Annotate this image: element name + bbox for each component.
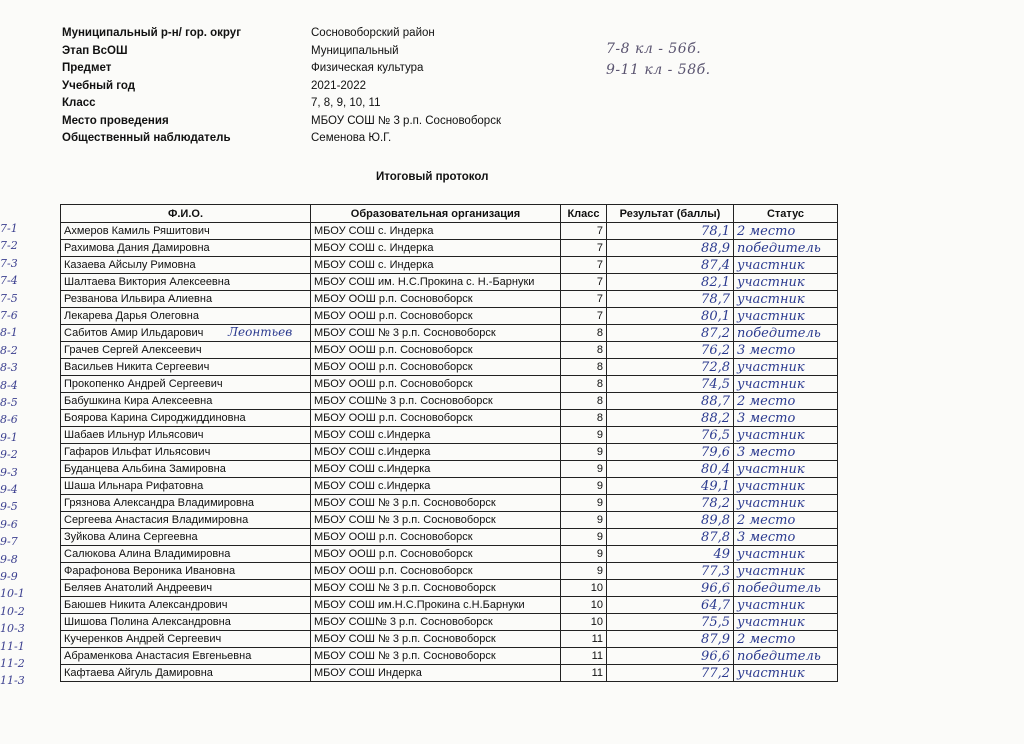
row-code-handwritten: 7-4	[0, 274, 18, 288]
table-row	[61, 495, 838, 512]
header-value: Семенова Ю.Г.	[311, 132, 392, 144]
grade-cell: 10	[561, 597, 607, 614]
grade-cell: 11	[561, 665, 607, 682]
grade-cell: 8	[561, 410, 607, 427]
status-cell: участник	[734, 257, 838, 274]
grade-cell: 10	[561, 614, 607, 631]
participant-name-cell: Буданцева Альбина Замировна	[61, 461, 311, 478]
grade-cell: 9	[561, 546, 607, 563]
row-code-handwritten: 9-8	[0, 552, 18, 566]
table-row	[61, 631, 838, 648]
table-row	[61, 223, 838, 240]
score-cell: 78,7	[607, 291, 734, 308]
status-cell: участник	[734, 495, 838, 512]
page-title: Итоговый протокол	[376, 171, 489, 183]
organization-cell: МБОУ СОШ № 3 р.п. Сосновоборск	[311, 325, 561, 342]
organization-cell: МБОУ ООШ р.п. Сосновоборск	[311, 529, 561, 546]
participant-name-cell: Шабаев Ильнур Ильясович	[61, 427, 311, 444]
participant-name-cell: Казаева Айсылу Римовна	[61, 257, 311, 274]
row-code-handwritten: 9-6	[0, 517, 18, 531]
status-cell: участник	[734, 614, 838, 631]
table-row	[61, 427, 838, 444]
participant-name-cell: Прокопенко Андрей Сергеевич	[61, 376, 311, 393]
score-cell: 49	[607, 546, 734, 563]
row-code-handwritten: 7-6	[0, 309, 18, 322]
organization-cell: МБОУ СОШ с. Индерка	[311, 257, 561, 274]
organization-cell: МБОУ ООШ р.п. Сосновоборск	[311, 376, 561, 393]
row-code-handwritten: 9-4	[0, 483, 18, 496]
participant-name-cell: Сергеева Анастасия Владимировна	[61, 512, 311, 529]
participant-name-cell: Салюкова Алина Владимировна	[61, 546, 311, 563]
header-label: Муниципальный р-н/ гор. округ	[62, 27, 241, 39]
score-cell: 78,1	[607, 223, 734, 240]
row-code-handwritten: 7-3	[0, 256, 18, 270]
organization-cell: МБОУ СОШ № 3 р.п. Сосновоборск	[311, 648, 561, 665]
score-cell: 49,1	[607, 478, 734, 495]
table-row	[61, 648, 838, 665]
organization-cell: МБОУ СОШ с.Индерка	[311, 427, 561, 444]
organization-cell: МБОУ ООШ р.п. Сосновоборск	[311, 308, 561, 325]
participant-name-cell: Лекарева Дарья Олеговна	[61, 308, 311, 325]
score-cell: 72,8	[607, 359, 734, 376]
table-row	[61, 342, 838, 359]
grade-cell: 9	[561, 461, 607, 478]
row-code-handwritten: 7-1	[0, 222, 18, 235]
score-cell: 88,7	[607, 393, 734, 410]
organization-cell: МБОУ СОШ№ 3 р.п. Сосновоборск	[311, 614, 561, 631]
score-cell: 79,6	[607, 444, 734, 461]
status-cell: победитель	[734, 580, 838, 597]
grade-cell: 9	[561, 427, 607, 444]
grade-cell: 9	[561, 444, 607, 461]
status-cell: 2 место	[734, 393, 838, 410]
header-value: Физическая культура	[311, 62, 424, 74]
organization-cell: МБОУ ООШ р.п. Сосновоборск	[311, 342, 561, 359]
header-label: Предмет	[62, 62, 112, 74]
column-header-grade: Класс	[561, 205, 607, 223]
table-row	[61, 274, 838, 291]
column-header-score: Результат (баллы)	[607, 205, 734, 223]
row-code-handwritten: 8-6	[0, 413, 18, 427]
status-cell: 3 место	[734, 444, 838, 461]
organization-cell: МБОУ СОШ с.Индерка	[311, 461, 561, 478]
table-row	[61, 597, 838, 614]
grade-cell: 8	[561, 325, 607, 342]
status-cell: участник	[734, 376, 838, 393]
participant-name-cell: Зуйкова Алина Сергеевна	[61, 529, 311, 546]
organization-cell: МБОУ ООШ р.п. Сосновоборск	[311, 563, 561, 580]
table-row	[61, 393, 838, 410]
row-code-handwritten: 10-3	[0, 622, 25, 636]
header-value: МБОУ СОШ № 3 р.п. Сосновоборск	[311, 114, 501, 127]
score-cell: 77,2	[607, 665, 734, 682]
status-cell: участник	[734, 563, 838, 580]
row-code-handwritten: 11-2	[0, 657, 25, 670]
grade-cell: 11	[561, 648, 607, 665]
organization-cell: МБОУ СОШ с. Индерка	[311, 223, 561, 240]
status-cell: 3 место	[734, 342, 838, 359]
row-code-handwritten: 10-1	[0, 587, 25, 601]
table-row	[61, 308, 838, 325]
table-row	[61, 546, 838, 563]
organization-cell: МБОУ ООШ р.п. Сосновоборск	[311, 291, 561, 308]
status-cell: участник	[734, 308, 838, 325]
score-cell: 96,6	[607, 648, 734, 665]
header-value: Сосновоборский район	[311, 27, 435, 39]
header-label: Место проведения	[62, 114, 169, 127]
row-code-handwritten: 9-9	[0, 570, 18, 583]
organization-cell: МБОУ СОШ с.Индерка	[311, 444, 561, 461]
participant-name-cell: Беляев Анатолий Андреевич	[61, 580, 311, 597]
status-cell: участник	[734, 461, 838, 478]
table-header-row	[61, 205, 838, 223]
header-label: Класс	[62, 97, 96, 109]
score-cell: 82,1	[607, 274, 734, 291]
participant-name-cell: Боярова Карина Сироджиддиновна	[61, 410, 311, 427]
grade-cell: 9	[561, 512, 607, 529]
status-cell: победитель	[734, 648, 838, 665]
table-row	[61, 614, 838, 631]
organization-cell: МБОУ ООШ р.п. Сосновоборск	[311, 359, 561, 376]
status-cell: 2 место	[734, 631, 838, 648]
table-row	[61, 325, 838, 342]
status-cell: участник	[734, 665, 838, 682]
table-row	[61, 257, 838, 274]
status-cell: 3 место	[734, 410, 838, 427]
grade-cell: 9	[561, 529, 607, 546]
row-code-handwritten: 8-5	[0, 396, 18, 409]
participant-name-cell: Грязнова Александра Владимировна	[61, 495, 311, 512]
table-row	[61, 580, 838, 597]
score-cell: 80,4	[607, 461, 734, 478]
grade-cell: 9	[561, 478, 607, 495]
row-code-handwritten: 9-5	[0, 500, 18, 514]
table-row	[61, 478, 838, 495]
status-cell: 3 место	[734, 529, 838, 546]
header-label: Учебный год	[62, 79, 136, 92]
row-code-handwritten: 11-3	[0, 674, 25, 688]
header-value: 2021-2022	[311, 79, 366, 92]
participant-name-cell: Кафтаева Айгуль Дамировна	[61, 665, 311, 682]
table-row	[61, 444, 838, 461]
score-cell: 87,2	[607, 325, 734, 342]
participant-name-cell: Шаша Ильнара Рифатовна	[61, 478, 311, 495]
status-cell: участник	[734, 597, 838, 614]
grade-cell: 8	[561, 376, 607, 393]
grade-cell: 7	[561, 291, 607, 308]
row-code-handwritten: 8-3	[0, 361, 18, 375]
status-cell: участник	[734, 427, 838, 444]
organization-cell: МБОУ ООШ р.п. Сосновоборск	[311, 546, 561, 563]
grade-cell: 11	[561, 631, 607, 648]
score-cell: 74,5	[607, 376, 734, 393]
participant-name-cell: Баюшев Никита Александрович	[61, 597, 311, 614]
table-row	[61, 240, 838, 257]
score-cell: 64,7	[607, 597, 734, 614]
score-cell: 77,3	[607, 563, 734, 580]
organization-cell: МБОУ СОШ им.Н.С.Прокина с.Н.Барнуки	[311, 597, 561, 614]
grade-cell: 8	[561, 393, 607, 410]
organization-cell: МБОУ СОШ № 3 р.п. Сосновоборск	[311, 512, 561, 529]
status-cell: участник	[734, 546, 838, 563]
header-label: Этап ВсОШ	[62, 44, 128, 57]
table-row	[61, 291, 838, 308]
row-code-handwritten: 9-2	[0, 448, 18, 462]
participant-name-cell: Резванова Ильвира Алиевна	[61, 291, 311, 308]
participant-name-cell: Шишова Полина Александровна	[61, 614, 311, 631]
table-row	[61, 359, 838, 376]
score-cell: 88,9	[607, 240, 734, 257]
row-code-handwritten: 8-1	[0, 326, 18, 340]
status-cell: 2 место	[734, 223, 838, 240]
organization-cell: МБОУ СОШ № 3 р.п. Сосновоборск	[311, 580, 561, 597]
grade-cell: 7	[561, 240, 607, 257]
handwritten-signature: Леонтьев	[228, 325, 293, 339]
participant-name-cell: Кучеренков Андрей Сергеевич	[61, 631, 311, 648]
table-row	[61, 512, 838, 529]
organization-cell: МБОУ СОШ № 3 р.п. Сосновоборск	[311, 495, 561, 512]
results-table	[60, 204, 838, 682]
header-value: 7, 8, 9, 10, 11	[311, 97, 381, 109]
participant-name-cell: Фарафонова Вероника Ивановна	[61, 563, 311, 580]
grade-cell: 10	[561, 580, 607, 597]
grade-cell: 9	[561, 563, 607, 580]
row-code-handwritten: 11-1	[0, 639, 25, 653]
header-value: Муниципальный	[311, 44, 399, 57]
grade-cell: 7	[561, 308, 607, 325]
status-cell: участник	[734, 359, 838, 376]
participant-name-cell: Грачев Сергей Алексеевич	[61, 342, 311, 359]
grade-cell: 7	[561, 274, 607, 291]
score-cell: 88,2	[607, 410, 734, 427]
score-cell: 87,4	[607, 257, 734, 274]
grade-cell: 8	[561, 342, 607, 359]
status-cell: участник	[734, 274, 838, 291]
table-row	[61, 410, 838, 427]
organization-cell: МБОУ СОШ им. Н.С.Прокина с. Н.-Барнуки	[311, 274, 561, 291]
participant-name-cell: Шалтаева Виктория Алексеевна	[61, 274, 311, 291]
score-cell: 89,8	[607, 512, 734, 529]
table-row	[61, 529, 838, 546]
organization-cell: МБОУ СОШ № 3 р.п. Сосновоборск	[311, 631, 561, 648]
participant-name-cell: Рахимова Дания Дамировна	[61, 240, 311, 257]
row-code-handwritten: 9-3	[0, 465, 18, 479]
table-row	[61, 376, 838, 393]
organization-cell: МБОУ СОШ с.Индерка	[311, 478, 561, 495]
participant-name-cell: Абраменкова Анастасия Евгеньевна	[61, 648, 311, 665]
column-header-status: Статус	[734, 205, 838, 223]
grade-cell: 9	[561, 495, 607, 512]
score-cell: 87,9	[607, 631, 734, 648]
row-code-handwritten: 9-1	[0, 430, 18, 444]
organization-cell: МБОУ СОШ№ 3 р.п. Сосновоборск	[311, 393, 561, 410]
grade-cell: 8	[561, 359, 607, 376]
status-cell: 2 место	[734, 512, 838, 529]
status-cell: победитель	[734, 240, 838, 257]
organization-cell: МБОУ СОШ с. Индерка	[311, 240, 561, 257]
score-cell: 96,6	[607, 580, 734, 597]
row-code-handwritten: 7-2	[0, 239, 18, 253]
row-code-handwritten: 7-5	[0, 291, 18, 305]
participant-name-cell: Ахмеров Камиль Ряшитович	[61, 223, 311, 240]
row-code-handwritten: 10-2	[0, 604, 25, 618]
score-cell: 75,5	[607, 614, 734, 631]
organization-cell: МБОУ СОШ Индерка	[311, 665, 561, 682]
status-cell: участник	[734, 478, 838, 495]
participant-name-cell: Сабитов Амир Ильдарович	[61, 325, 311, 342]
row-code-handwritten: 9-7	[0, 535, 18, 549]
row-code-handwritten: 8-2	[0, 343, 18, 357]
handwritten-note-max-score-9-11: 9-11 кл - 58б.	[606, 62, 711, 78]
status-cell: участник	[734, 291, 838, 308]
table-row	[61, 665, 838, 682]
participant-name-cell: Бабушкина Кира Алексеевна	[61, 393, 311, 410]
handwritten-note-max-score-7-8: 7-8 кл - 56б.	[606, 41, 702, 57]
grade-cell: 7	[561, 257, 607, 274]
header-label: Общественный наблюдатель	[62, 132, 231, 144]
organization-cell: МБОУ ООШ р.п. Сосновоборск	[311, 410, 561, 427]
score-cell: 87,8	[607, 529, 734, 546]
score-cell: 78,2	[607, 495, 734, 512]
table-row	[61, 461, 838, 478]
grade-cell: 7	[561, 223, 607, 240]
score-cell: 80,1	[607, 308, 734, 325]
column-header-name: Ф.И.О.	[61, 205, 311, 223]
participant-name-cell: Гафаров Ильфат Ильясович	[61, 444, 311, 461]
participant-name-cell: Васильев Никита Сергеевич	[61, 359, 311, 376]
table-row	[61, 563, 838, 580]
column-header-organization: Образовательная организация	[311, 205, 561, 223]
score-cell: 76,5	[607, 427, 734, 444]
status-cell: победитель	[734, 325, 838, 342]
score-cell: 76,2	[607, 342, 734, 359]
row-code-handwritten: 8-4	[0, 378, 18, 392]
